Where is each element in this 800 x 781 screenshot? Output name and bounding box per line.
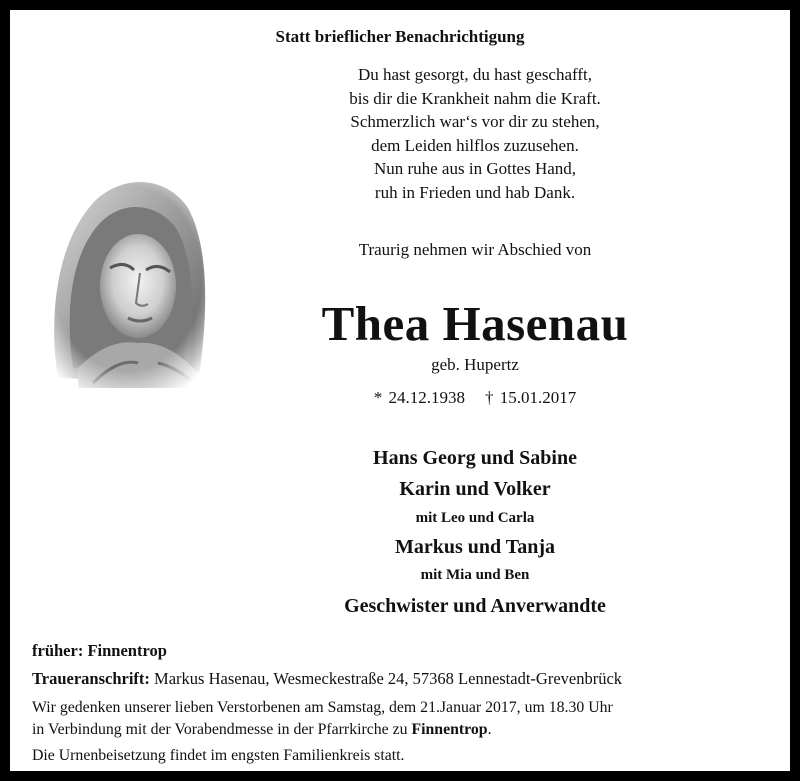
family-line: mit Mia und Ben: [420, 567, 530, 583]
life-dates: [220, 388, 730, 408]
notice-line: [32, 719, 613, 741]
birth-name: geb. Hupertz: [431, 355, 519, 374]
death-date: † 15.01.2017: [485, 388, 577, 407]
poem-line: dem Leiden hilflos zuzusehen.: [371, 135, 579, 155]
family-line: Geschwister und Anverwandte: [344, 595, 606, 617]
poem-line: Schmerzlich war‘s vor dir zu stehen,: [350, 112, 600, 131]
poem-line: ruh in Frieden und hab Dank.: [374, 182, 576, 202]
madonna-portrait-image: [38, 168, 216, 388]
address-text: Markus Hasenau, Wesmeckestraße 24, 57368 Lennestadt-Grevenbrück: [149, 669, 623, 688]
poem: [220, 63, 730, 204]
poem-line: Du hast gesorgt, du hast geschafft,: [357, 65, 593, 84]
memorial-notice: [32, 697, 613, 741]
family-line: Karin und Volker: [399, 478, 551, 500]
church-town: Finnentrop: [411, 721, 488, 738]
poem-line: Nun ruhe aus in Gottes Hand,: [373, 159, 577, 178]
notice-line-end: .: [487, 721, 492, 738]
deceased-name: Thea Hasenau: [321, 296, 629, 351]
poem-line: bis dir die Krankheit nahm die Kraft.: [349, 88, 601, 108]
family-line: Hans Georg und Sabine: [373, 447, 577, 469]
notice-line-text: in Verbindung mit der Vorabendmesse in der Pfarrkirche zu: [32, 721, 412, 738]
mourning-address: [32, 669, 622, 689]
birth-date: * 24.12.1938: [373, 388, 465, 407]
former-residence: früher: Finnentrop: [32, 641, 167, 660]
notice-line: Wir gedenken unserer lieben Verstorbenen am Samstag, dem 21.Januar 2017, um 18.30 Uhr: [32, 699, 613, 716]
farewell-intro: Traurig nehmen wir Abschied von: [358, 240, 592, 259]
family-line: Markus und Tanja: [394, 536, 556, 558]
notice-heading: Statt brieflicher Benachrichtigung: [275, 27, 525, 46]
burial-notice: Die Urnenbeisetzung findet im engsten Familienkreis statt.: [32, 747, 405, 764]
address-label: Traueranschrift:: [32, 669, 150, 688]
family-line: mit Leo und Carla: [415, 510, 535, 526]
obituary-notice: [10, 10, 790, 771]
